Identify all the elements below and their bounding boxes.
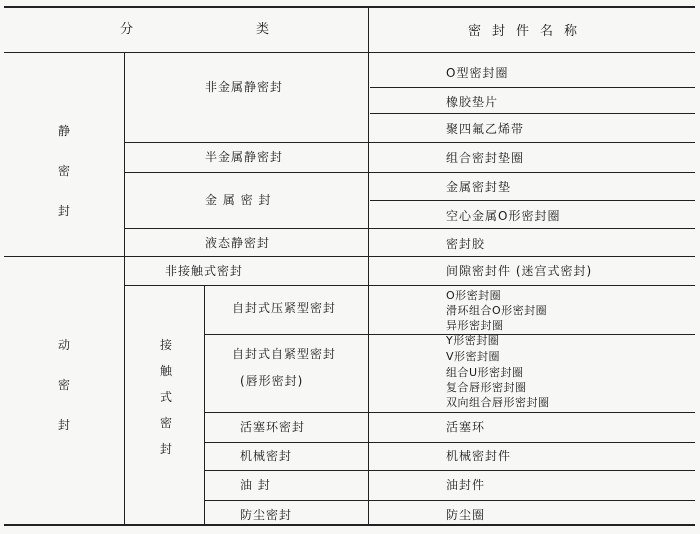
name-metal-gasket: 金属密封垫 — [446, 180, 512, 194]
static-seal-label-1: 静 — [58, 124, 71, 138]
category-piston-ring: 活塞环密封 — [240, 420, 306, 434]
category-non-contact: 非接触式密封 — [165, 264, 244, 278]
category-semi-metal: 半金属静密封 — [205, 150, 284, 164]
name-dust-ring: 防尘圈 — [446, 508, 486, 522]
name-hollow-o-ring: 空心金属O形密封圈 — [446, 209, 561, 223]
name-y-ring: Y形密封圈 — [446, 334, 500, 347]
row-rule — [205, 442, 695, 443]
name-u-combo-ring: 组合U形密封圈 — [446, 366, 524, 379]
dynamic-seal-label-1: 动 — [58, 338, 71, 352]
header-classify-2: 类 — [256, 22, 272, 37]
static-seal-label-3: 封 — [58, 204, 71, 218]
category-self-press: 自封式压紧型密封 — [232, 301, 337, 315]
contact-seal-label-2: 触 — [160, 364, 173, 378]
name-slip-ring-combo: 滑环组合O形密封圈 — [446, 304, 548, 317]
name-oil-seal: 油封件 — [446, 478, 486, 492]
name-sealant: 密封胶 — [446, 237, 486, 251]
header-name-1: 密 — [468, 24, 484, 39]
row-rule — [125, 172, 695, 173]
category-dust: 防尘密封 — [240, 508, 293, 522]
row-rule — [125, 142, 695, 143]
bottom-border — [4, 524, 695, 526]
row-rule — [125, 285, 695, 286]
name-o-ring: O型密封圈 — [446, 66, 509, 80]
header-name-3: 件 — [516, 24, 532, 39]
name-labyrinth-seal: 间隙密封件 (迷宫式密封) — [446, 264, 593, 278]
header-name-4: 名 — [540, 24, 556, 39]
category-self-tight: 自封式自紧型密封 — [232, 347, 337, 361]
static-seal-label-2: 密 — [58, 164, 71, 178]
row-rule — [125, 228, 695, 229]
category-lip: (唇形密封) — [240, 374, 304, 388]
name-mechanical-seal: 机械密封件 — [446, 449, 512, 463]
dynamic-seal-label-2: 密 — [58, 378, 71, 392]
category-column-divider — [124, 52, 125, 524]
header-divider — [4, 52, 695, 53]
name-v-ring: V形密封圈 — [446, 350, 501, 363]
contact-seal-label-1: 接 — [160, 338, 173, 352]
row-rule — [205, 412, 695, 413]
name-o-shape-ring: O形密封圈 — [446, 289, 502, 302]
row-rule — [370, 87, 695, 88]
top-border — [4, 6, 695, 8]
name-bidirectional-ring: 双向组合唇形密封圈 — [446, 396, 550, 409]
row-rule — [370, 200, 695, 201]
category-non-metal: 非金属静密封 — [205, 80, 284, 94]
contact-seal-label-4: 密 — [160, 416, 173, 430]
name-ptfe-tape: 聚四氟乙烯带 — [446, 122, 525, 136]
row-rule — [205, 470, 695, 471]
contact-seal-label-3: 式 — [160, 390, 173, 404]
name-special-ring: 异形密封圈 — [446, 319, 504, 332]
name-lip-combo-ring: 复合唇形密封圈 — [446, 381, 527, 394]
row-rule — [370, 113, 695, 114]
section-divider — [4, 256, 695, 257]
contact-seal-label-5: 封 — [160, 442, 173, 456]
name-piston-ring: 活塞环 — [446, 420, 486, 434]
name-combo-gasket: 组合密封垫圈 — [446, 151, 525, 165]
category-mechanical: 机械密封 — [240, 449, 293, 463]
header-name-5: 称 — [564, 24, 580, 39]
row-rule — [205, 500, 695, 501]
header-classify-1: 分 — [120, 22, 136, 37]
category-oil: 油 封 — [240, 478, 271, 492]
header-name-2: 封 — [492, 24, 508, 39]
contact-column-divider — [204, 285, 205, 524]
main-column-divider — [368, 6, 369, 524]
name-rubber-gasket: 橡胶垫片 — [446, 95, 499, 109]
category-liquid: 液态静密封 — [205, 236, 271, 250]
category-metal: 金 属 密 封 — [205, 193, 272, 207]
dynamic-seal-label-3: 封 — [58, 418, 71, 432]
